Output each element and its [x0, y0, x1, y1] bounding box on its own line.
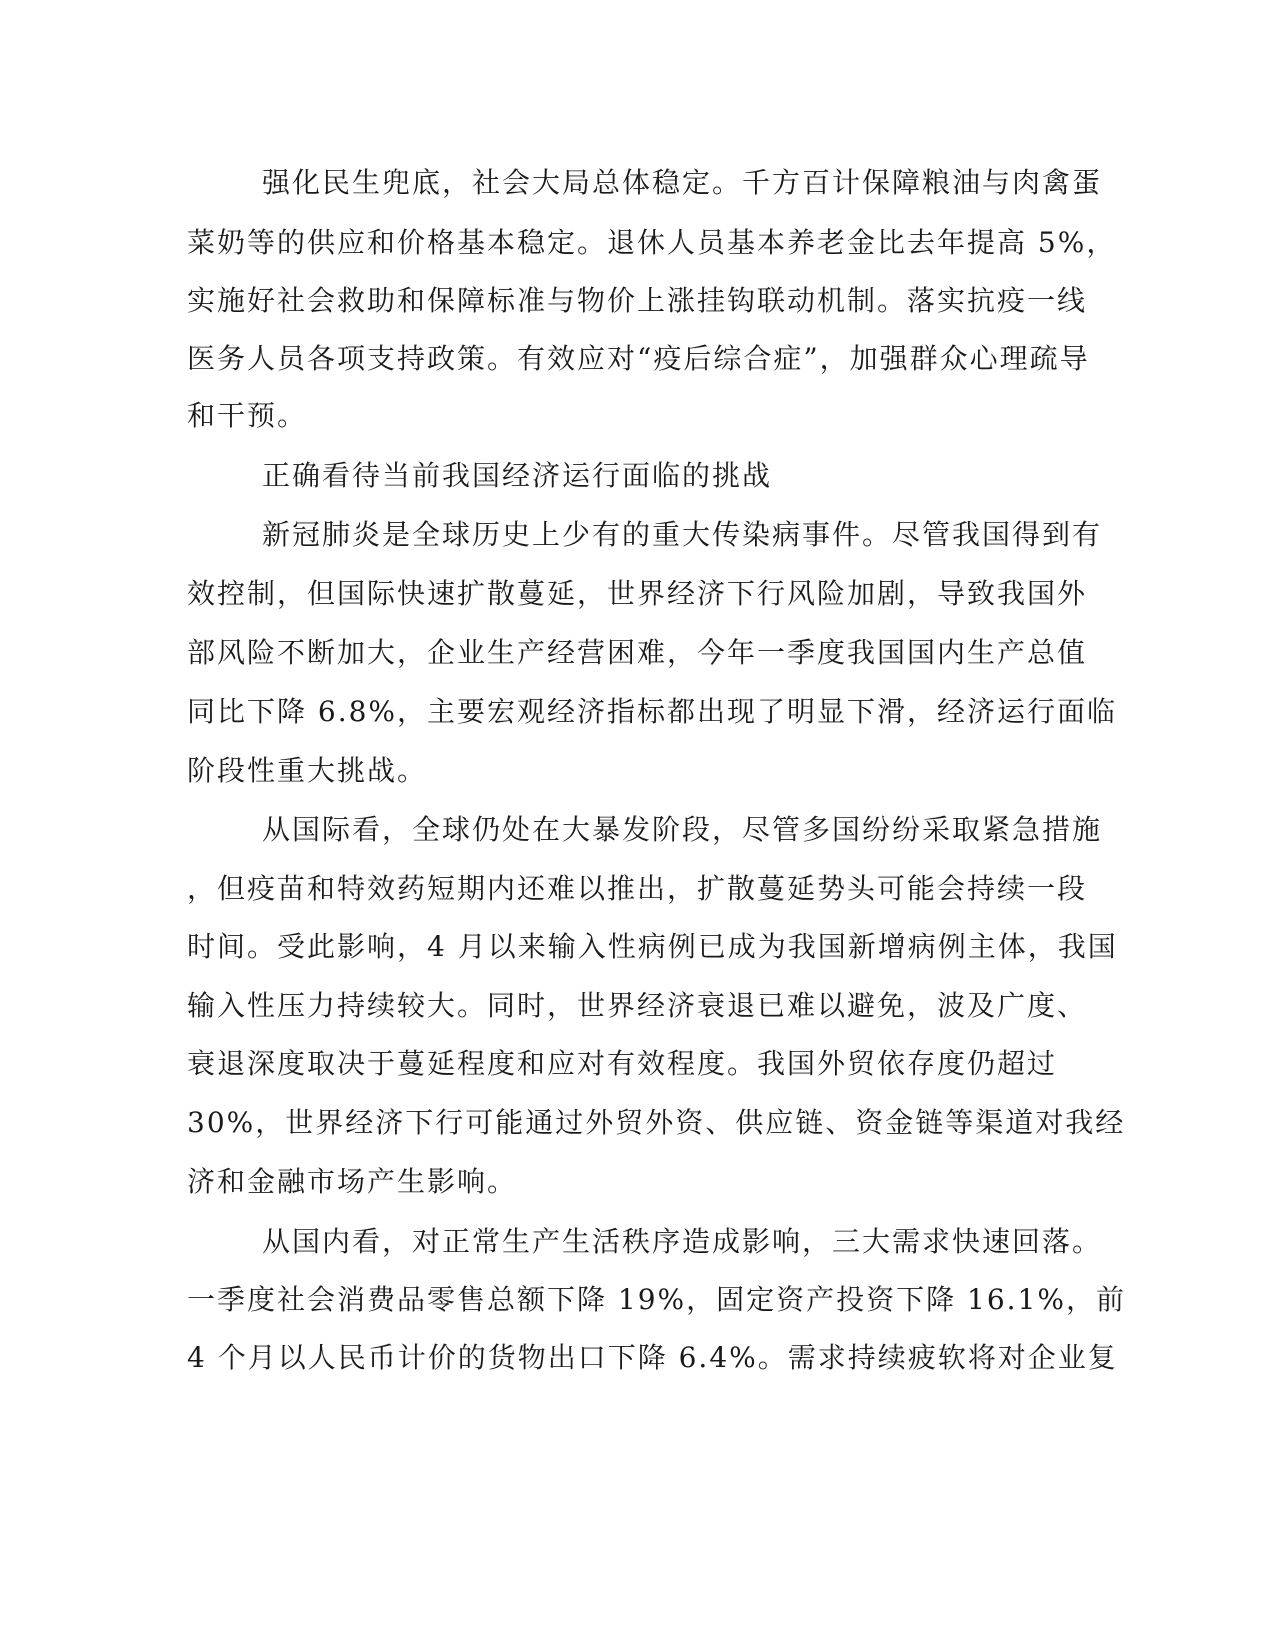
text-line: 4 个月以人民币计价的货物出口下降 6.4%。需求持续疲软将对企业复	[187, 1341, 1118, 1374]
text-line: 衰退深度取决于蔓延程度和应对有效程度。我国外贸依存度仍超过	[187, 1047, 1058, 1080]
section-heading: 正确看待当前我国经济运行面临的挑战	[262, 459, 773, 492]
text-line: 输入性压力持续较大。同时，世界经济衰退已难以避免，波及广度、	[187, 989, 1088, 1022]
text-line: 同比下降 6.8%，主要宏观经济指标都出现了明显下滑，经济运行面临	[187, 695, 1118, 728]
text-line: 实施好社会救助和保障标准与物价上涨挂钩联动机制。落实抗疫一线	[187, 284, 1088, 317]
text-line: 一季度社会消费品零售总额下降 19%，固定资产投资下降 16.1%，前	[187, 1283, 1126, 1316]
text-line: 医务人员各项支持政策。有效应对“疫后综合症”，加强群众心理疏导	[187, 342, 1090, 375]
text-line: 强化民生兜底，社会大局总体稳定。千方百计保障粮油与肉禽蛋	[262, 166, 1103, 199]
text-line: 新冠肺炎是全球历史上少有的重大传染病事件。尽管我国得到有	[262, 518, 1103, 551]
text-line: 30%，世界经济下行可能通过外贸外资、供应链、资金链等渠道对我经	[187, 1106, 1126, 1139]
text-line: 菜奶等的供应和价格基本稳定。退休人员基本养老金比去年提高 5%，	[187, 226, 1117, 259]
text-line: 时间。受此影响，4 月以来输入性病例已成为我国新增病例主体，我国	[187, 930, 1118, 963]
text-line: 从国际看，全球仍处在大暴发阶段，尽管多国纷纷采取紧急措施	[262, 813, 1103, 846]
text-line: 济和金融市场产生影响。	[187, 1165, 518, 1198]
text-line: ，但疫苗和特效药短期内还难以推出，扩散蔓延势头可能会持续一段	[187, 872, 1088, 905]
text-line: 部风险不断加大，企业生产经营困难，今年一季度我国国内生产总值	[187, 636, 1088, 669]
text-line: 和干预。	[187, 399, 308, 432]
text-line: 阶段性重大挑战。	[187, 754, 428, 787]
text-line: 从国内看，对正常生产生活秩序造成影响，三大需求快速回落。	[262, 1225, 1103, 1258]
text-line: 效控制，但国际快速扩散蔓延，世界经济下行风险加剧，导致我国外	[187, 577, 1088, 610]
